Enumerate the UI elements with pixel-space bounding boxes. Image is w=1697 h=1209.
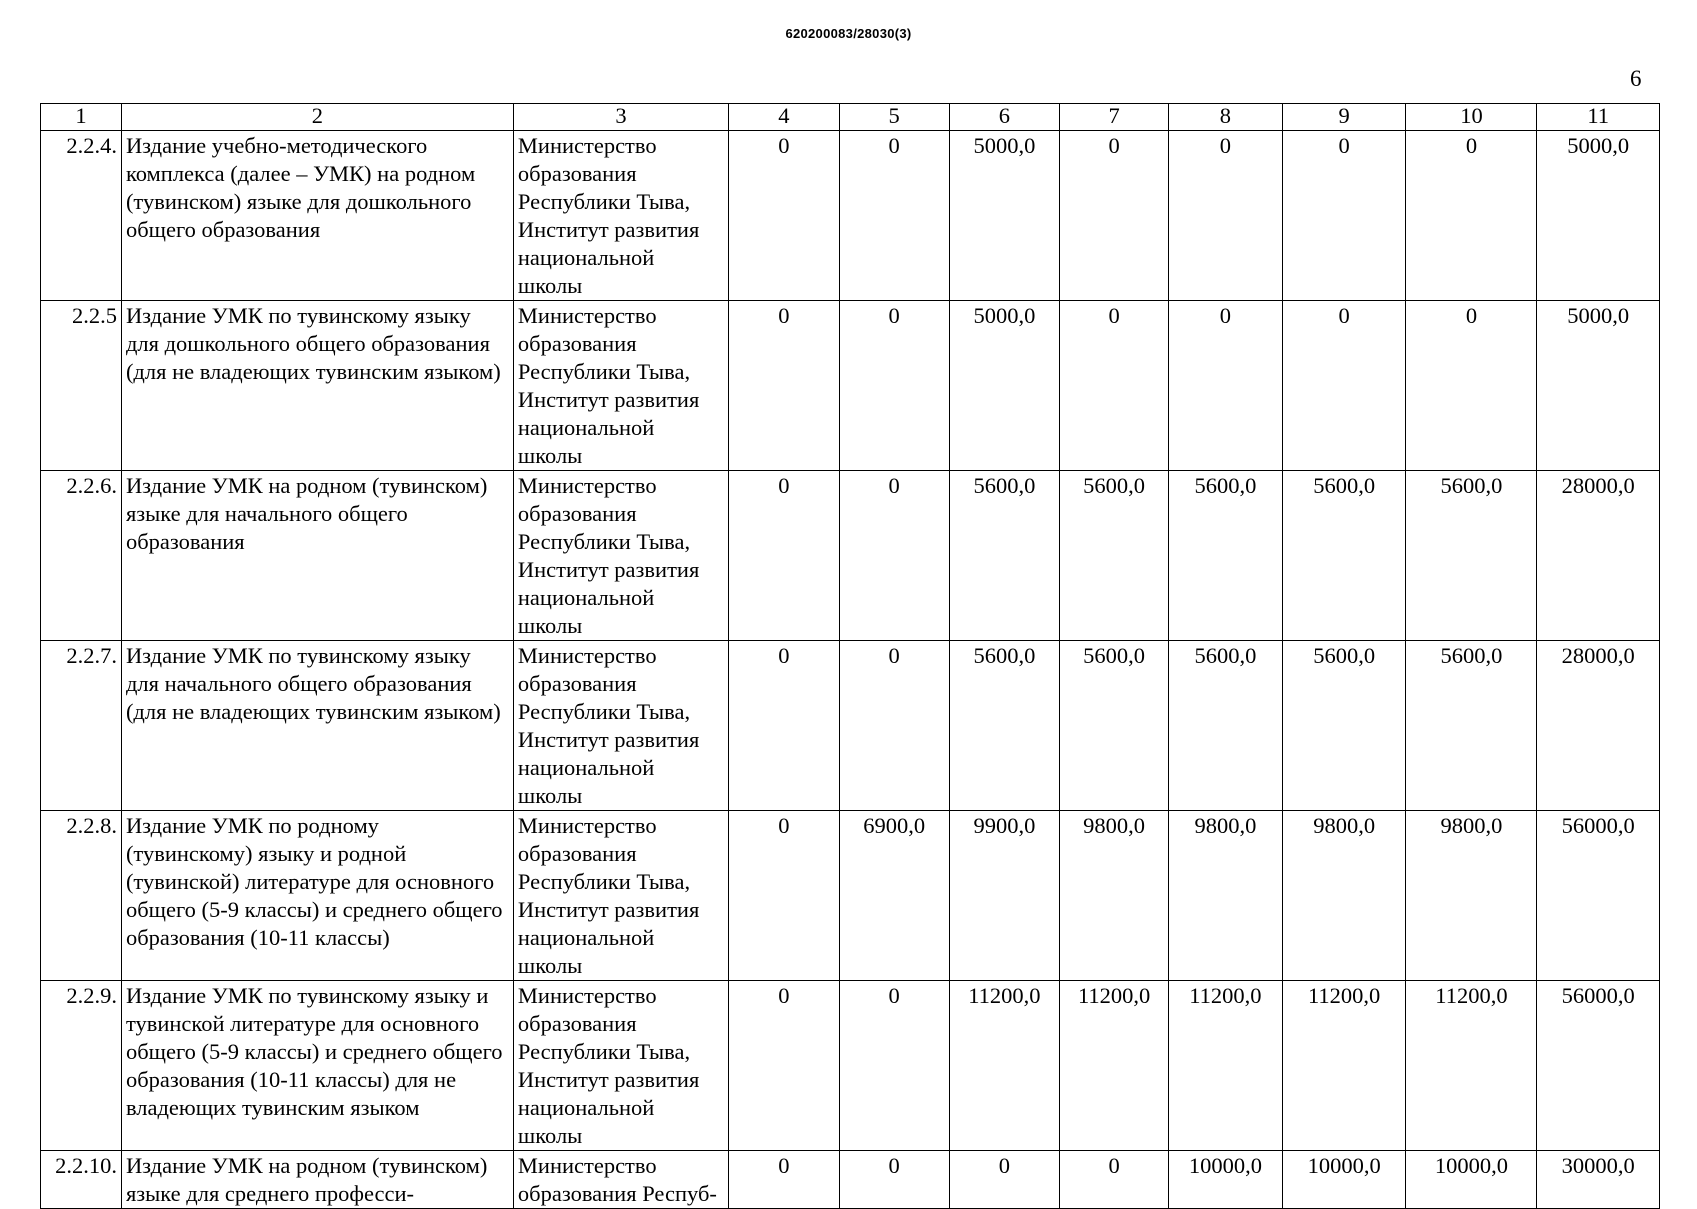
- column-header: 8: [1168, 104, 1282, 131]
- item-description: Издание УМК на родном (тувинском) языке для среднего професси-: [121, 1151, 513, 1209]
- column-header: 4: [729, 104, 840, 131]
- responsible-party: Министерство образования Республики Тыва, Институт развития национальной школы: [513, 301, 728, 471]
- total-cell: 28000,0: [1537, 641, 1660, 811]
- value-cell: 5600,0: [1168, 471, 1282, 641]
- value-cell: 5600,0: [1060, 641, 1169, 811]
- responsible-party: Министерство образования Республики Тыва, Институт развития национальной школы: [513, 131, 728, 301]
- total-cell: 28000,0: [1537, 471, 1660, 641]
- value-cell: 5600,0: [1282, 641, 1406, 811]
- total-cell: 5000,0: [1537, 301, 1660, 471]
- responsible-party: Министерство образования Респуб-: [513, 1151, 728, 1209]
- value-cell: 5600,0: [949, 641, 1060, 811]
- table-row: [41, 641, 1660, 811]
- column-header: 9: [1282, 104, 1406, 131]
- value-cell: 0: [729, 301, 840, 471]
- value-cell: 10000,0: [1168, 1151, 1282, 1209]
- value-cell: 11200,0: [949, 981, 1060, 1151]
- total-cell: 56000,0: [1537, 981, 1660, 1151]
- responsible-party: Министерство образования Республики Тыва, Институт развития национальной школы: [513, 811, 728, 981]
- item-number: 2.2.4.: [41, 131, 122, 301]
- value-cell: 0: [1282, 301, 1406, 471]
- total-cell: 5000,0: [1537, 131, 1660, 301]
- value-cell: 0: [839, 1151, 949, 1209]
- value-cell: 9800,0: [1282, 811, 1406, 981]
- value-cell: 5600,0: [1406, 641, 1537, 811]
- value-cell: 5600,0: [1060, 471, 1169, 641]
- item-number: 2.2.8.: [41, 811, 122, 981]
- value-cell: 0: [729, 471, 840, 641]
- value-cell: 10000,0: [1282, 1151, 1406, 1209]
- column-header: 7: [1060, 104, 1169, 131]
- value-cell: 10000,0: [1406, 1151, 1537, 1209]
- table-row: [41, 131, 1660, 301]
- item-number: 2.2.10.: [41, 1151, 122, 1209]
- value-cell: 9800,0: [1406, 811, 1537, 981]
- value-cell: 0: [1168, 131, 1282, 301]
- table-row: [41, 301, 1660, 471]
- value-cell: 5000,0: [949, 131, 1060, 301]
- value-cell: 11200,0: [1406, 981, 1537, 1151]
- value-cell: 6900,0: [839, 811, 949, 981]
- column-header: 3: [513, 104, 728, 131]
- column-header: 10: [1406, 104, 1537, 131]
- column-header: 2: [121, 104, 513, 131]
- value-cell: 0: [839, 301, 949, 471]
- value-cell: 0: [839, 131, 949, 301]
- table-row: [41, 811, 1660, 981]
- value-cell: 0: [1060, 1151, 1169, 1209]
- value-cell: 0: [729, 131, 840, 301]
- responsible-party: Министерство образования Республики Тыва, Институт развития национальной школы: [513, 981, 728, 1151]
- responsible-party: Министерство образования Республики Тыва, Институт развития национальной школы: [513, 641, 728, 811]
- budget-table: [40, 103, 1660, 1209]
- value-cell: 0: [729, 641, 840, 811]
- column-header: 1: [41, 104, 122, 131]
- value-cell: 9800,0: [1168, 811, 1282, 981]
- item-description: Издание УМК по тувинскому языку для начального общего образования (для не владеющих тувинским языком): [121, 641, 513, 811]
- value-cell: 9900,0: [949, 811, 1060, 981]
- item-description: Издание УМК на родном (тувинском) языке для начального общего образования: [121, 471, 513, 641]
- value-cell: 5600,0: [1282, 471, 1406, 641]
- item-description: Издание УМК по родному (тувинскому) языку и родной (тувинской) литературе для основного общего (5-9 классы) и среднего общего образования (10-11 классы): [121, 811, 513, 981]
- item-description: Издание УМК по тувинскому языку для дошкольного общего образования (для не владеющих тувинским языком): [121, 301, 513, 471]
- column-header: 11: [1537, 104, 1660, 131]
- value-cell: 9800,0: [1060, 811, 1169, 981]
- value-cell: 0: [1406, 301, 1537, 471]
- column-header: 6: [949, 104, 1060, 131]
- total-cell: 30000,0: [1537, 1151, 1660, 1209]
- item-number: 2.2.9.: [41, 981, 122, 1151]
- value-cell: 0: [1060, 301, 1169, 471]
- value-cell: 5600,0: [949, 471, 1060, 641]
- value-cell: 11200,0: [1168, 981, 1282, 1151]
- value-cell: 0: [839, 641, 949, 811]
- value-cell: 0: [949, 1151, 1060, 1209]
- item-description: Издание учебно-методического комплекса (далее – УМК) на родном (тувинском) языке для дошкольного общего образования: [121, 131, 513, 301]
- value-cell: 0: [1168, 301, 1282, 471]
- item-number: 2.2.7.: [41, 641, 122, 811]
- table-row: [41, 981, 1660, 1151]
- value-cell: 5600,0: [1168, 641, 1282, 811]
- item-description: Издание УМК по тувинскому языку и тувинской литературе для основного общего (5-9 классы) и среднего общего образования (10-11 классы) для не владеющих тувинским языком: [121, 981, 513, 1151]
- value-cell: 5000,0: [949, 301, 1060, 471]
- total-cell: 56000,0: [1537, 811, 1660, 981]
- column-number-row: [41, 104, 1660, 131]
- value-cell: 11200,0: [1282, 981, 1406, 1151]
- value-cell: 5600,0: [1406, 471, 1537, 641]
- value-cell: 0: [729, 981, 840, 1151]
- value-cell: 0: [1060, 131, 1169, 301]
- value-cell: 0: [1406, 131, 1537, 301]
- item-number: 2.2.6.: [41, 471, 122, 641]
- value-cell: 0: [839, 471, 949, 641]
- value-cell: 0: [1282, 131, 1406, 301]
- value-cell: 0: [839, 981, 949, 1151]
- responsible-party: Министерство образования Республики Тыва, Институт развития национальной школы: [513, 471, 728, 641]
- table-row: [41, 471, 1660, 641]
- item-number: 2.2.5: [41, 301, 122, 471]
- value-cell: 0: [729, 1151, 840, 1209]
- page-number: 6: [1630, 66, 1642, 91]
- value-cell: 11200,0: [1060, 981, 1169, 1151]
- document-id: 620200083/28030(3): [785, 26, 912, 41]
- value-cell: 0: [729, 811, 840, 981]
- column-header: 5: [839, 104, 949, 131]
